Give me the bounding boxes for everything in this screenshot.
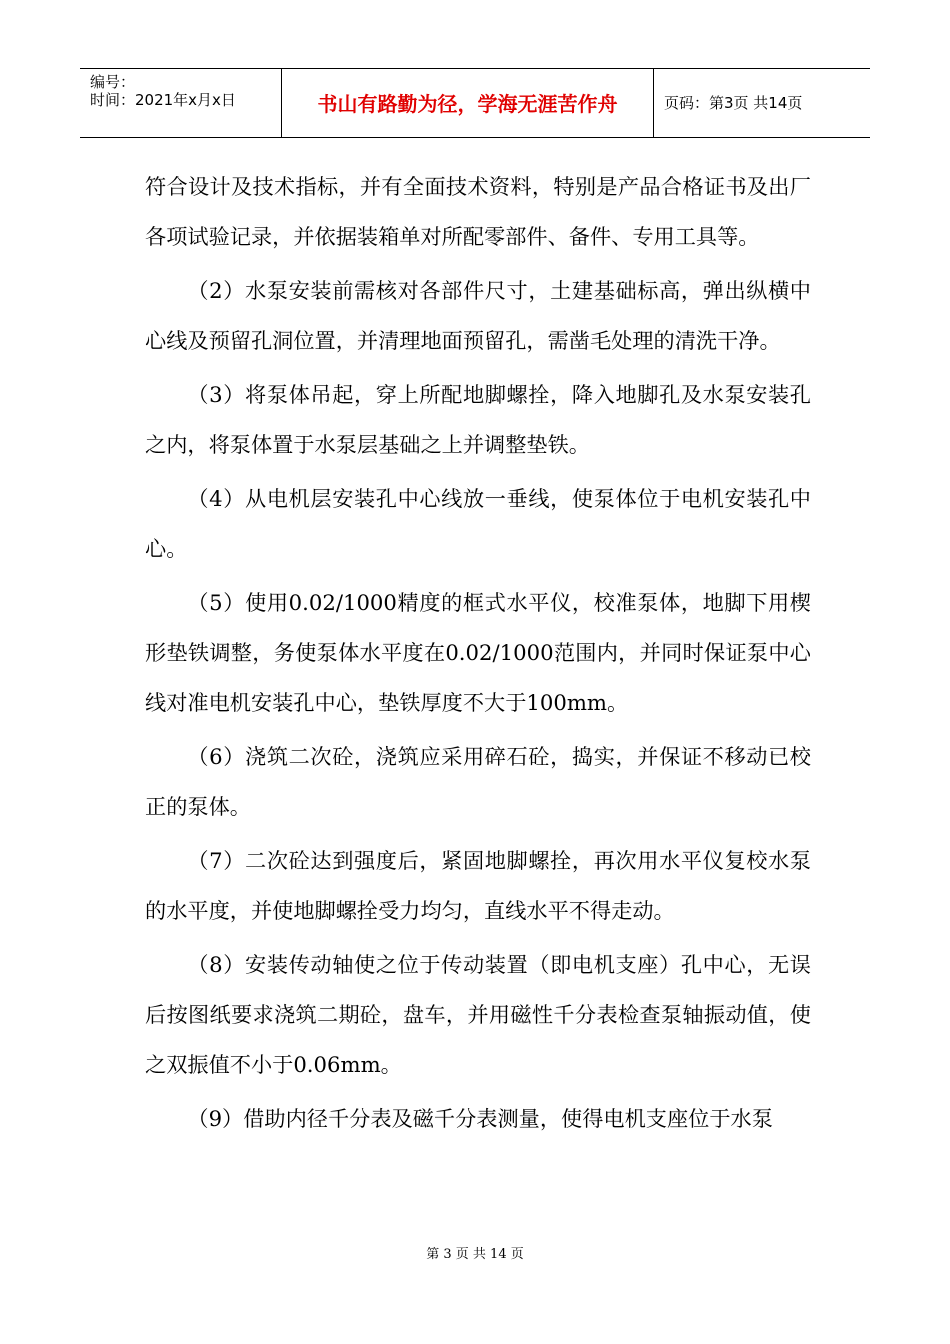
body-paragraph-continued: 符合设计及技术指标，并有全面技术资料，特别是产品合格证书及出厂各项试验记录，并依据装箱单对所配零部件、备件、专用工具等。 [145, 174, 811, 249]
body-paragraph-step-3: （3）将泵体吊起，穿上所配地脚螺拴，降入地脚孔及水泵安装孔之内，将泵体置于水泵层基础之上并调整垫铁。 [145, 382, 811, 457]
page-footer: 第 3 页 共 14 页 [426, 1247, 524, 1262]
document-date-label: 时间：2021年x月x日 [90, 91, 236, 109]
body-paragraph-step-9: （9）借助内径千分表及磁千分表测量，使得电机支座位于水泵 [187, 1106, 773, 1131]
body-paragraph-step-5: （5）使用0.02/1000精度的框式水平仪，校准泵体，地脚下用楔形垫铁调整，务使泵体水平度在0.02/1000范围内，并同时保证泵中心线对准电机安装孔中心，垫铁厚度不大于100mm。 [145, 590, 811, 715]
header-meta-cell [80, 69, 282, 137]
document-body [145, 162, 811, 1148]
page-header [80, 68, 870, 138]
body-paragraph-step-2: （2）水泵安装前需核对各部件尺寸，土建基础标高，弹出纵横中心线及预留孔洞位置，并清理地面预留孔，需凿毛处理的清洗干净。 [145, 278, 811, 353]
header-motto: 书山有路勤为径，学海无涯苦作舟 [317, 92, 618, 116]
body-paragraph-step-6: （6）浇筑二次砼，浇筑应采用碎石砼，捣实，并保证不移动已校正的泵体。 [145, 744, 811, 819]
body-paragraph-step-7: （7）二次砼达到强度后，紧固地脚螺拴，再次用水平仪复校水泵的水平度，并使地脚螺拴受力均匀，直线水平不得走动。 [145, 848, 811, 923]
document-number-label: 编号： [90, 73, 136, 91]
header-motto-cell [282, 69, 654, 137]
body-paragraph-step-8: （8）安装传动轴使之位于传动装置（即电机支座）孔中心，无误后按图纸要求浇筑二期砼，盘车，并用磁性千分表检查泵轴振动值，使之双振值不小于0.06mm。 [145, 952, 811, 1077]
header-page-cell [654, 69, 870, 137]
header-page-info: 页码：第3页 共14页 [664, 94, 803, 112]
body-paragraph-step-4: （4）从电机层安装孔中心线放一垂线，使泵体位于电机安装孔中心。 [145, 486, 811, 561]
